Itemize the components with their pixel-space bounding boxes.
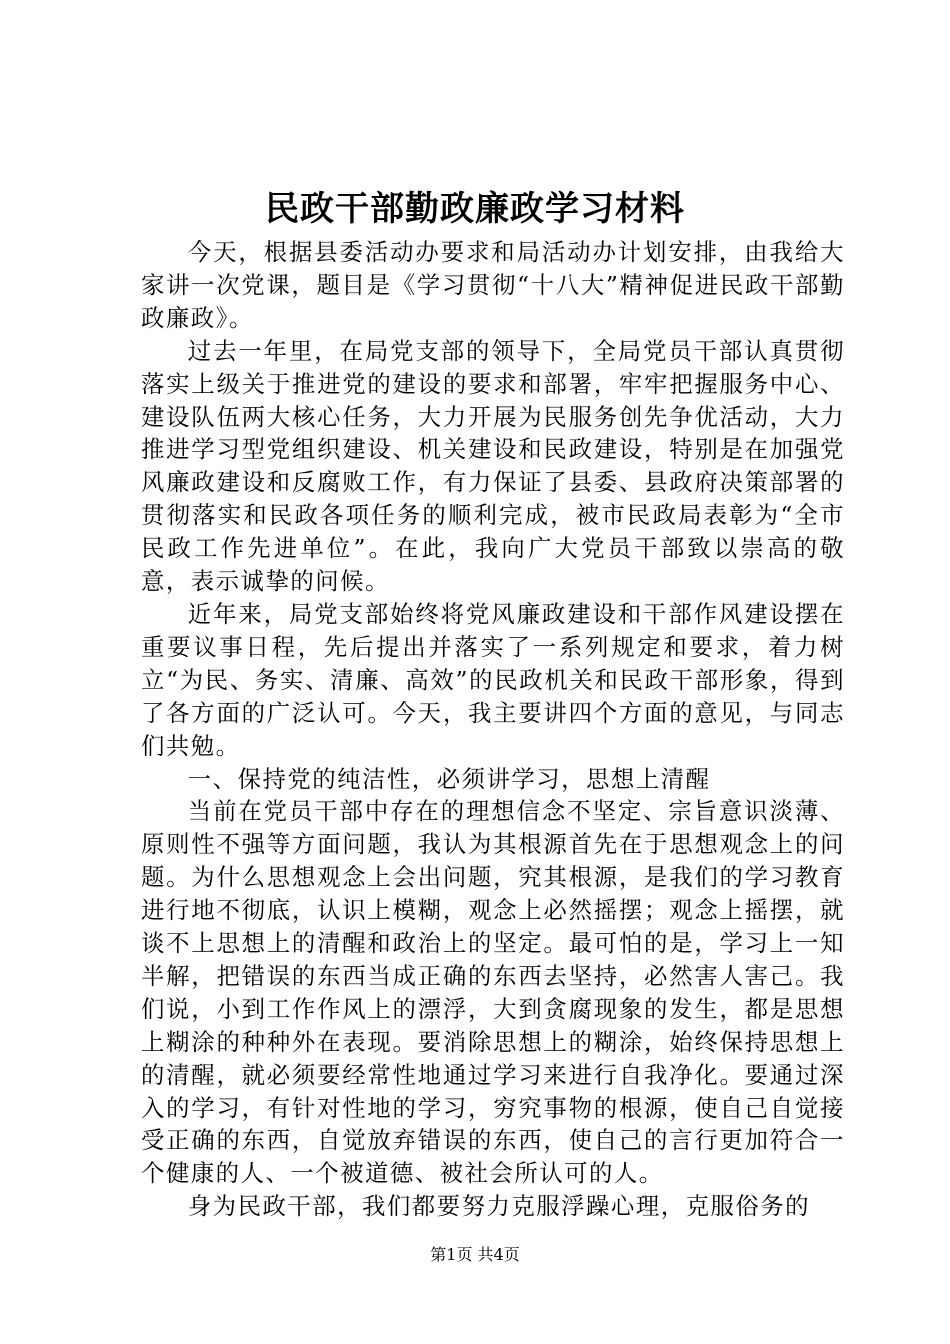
page-footer: 第1页 共4页	[430, 1245, 520, 1264]
paragraph: 近年来，局党支部始终将党风廉政建设和干部作风建设摆在重要议事日程，先后提出并落实了一系列规定和要求，着力树立“为民、务实、清廉、高效”的民政机关和民政干部形象，得到了各方面的广泛认可。今天，我主要讲四个方面的意见，与同志们共勉。	[141, 599, 845, 760]
document-title: 民政干部勤政廉政学习材料	[265, 189, 685, 229]
paragraph: 今天，根据县委活动办要求和局活动办计划安排，由我给大家讲一次党课，题目是《学习贯彻“十八大”精神促进民政干部勤政廉政》。	[141, 238, 845, 332]
document-body	[141, 236, 845, 1223]
paragraph: 过去一年里，在局党支部的领导下，全局党员干部认真贯彻落实上级关于推进党的建设的要求和部署，牢牢把握服务中心、建设队伍两大核心任务，大力开展为民服务创先争优活动，大力推进学习型党组织建设、机关建设和民政建设，特别是在加强党风廉政建设和反腐败工作，有力保证了县委、县政府决策部署的贯彻落实和民政各项任务的顺利完成，被市民政局表彰为“全市民政工作先进单位”。在此，我向广大党员干部致以崇高的敬意，表示诚挚的问候。	[141, 336, 845, 596]
paragraph: 身为民政干部，我们都要努力克服浮躁心理，克服俗务的	[187, 1192, 811, 1221]
paragraph: 当前在党员干部中存在的理想信念不坚定、宗旨意识淡薄、原则性不强等方面问题，我认为其根源首先在于思想观念上的问题。为什么思想观念上会出问题，究其根源，是我们的学习教育进行地不彻底，认识上模糊，观念上必然摇摆；观念上摇摆，就谈不上思想上的清醒和政治上的坚定。最可怕的是，学习上一知半解，把错误的东西当成正确的东西去坚持，必然害人害己。我们说，小到工作作风上的漂浮，大到贪腐现象的发生，都是思想上糊涂的种种外在表现。要消除思想上的糊涂，始终保持思想上的清醒，就必须要经常性地通过学习来进行自我净化。要通过深入的学习，有针对性地的学习，穷究事物的根源，使自己自觉接受正确的东西，自觉放弃错误的东西，使自己的言行更加符合一个健康的人、一个被道德、被社会所认可的人。	[141, 797, 845, 1188]
section-heading: 一、保持党的纯洁性，必须讲学习，思想上清醒	[187, 764, 711, 793]
